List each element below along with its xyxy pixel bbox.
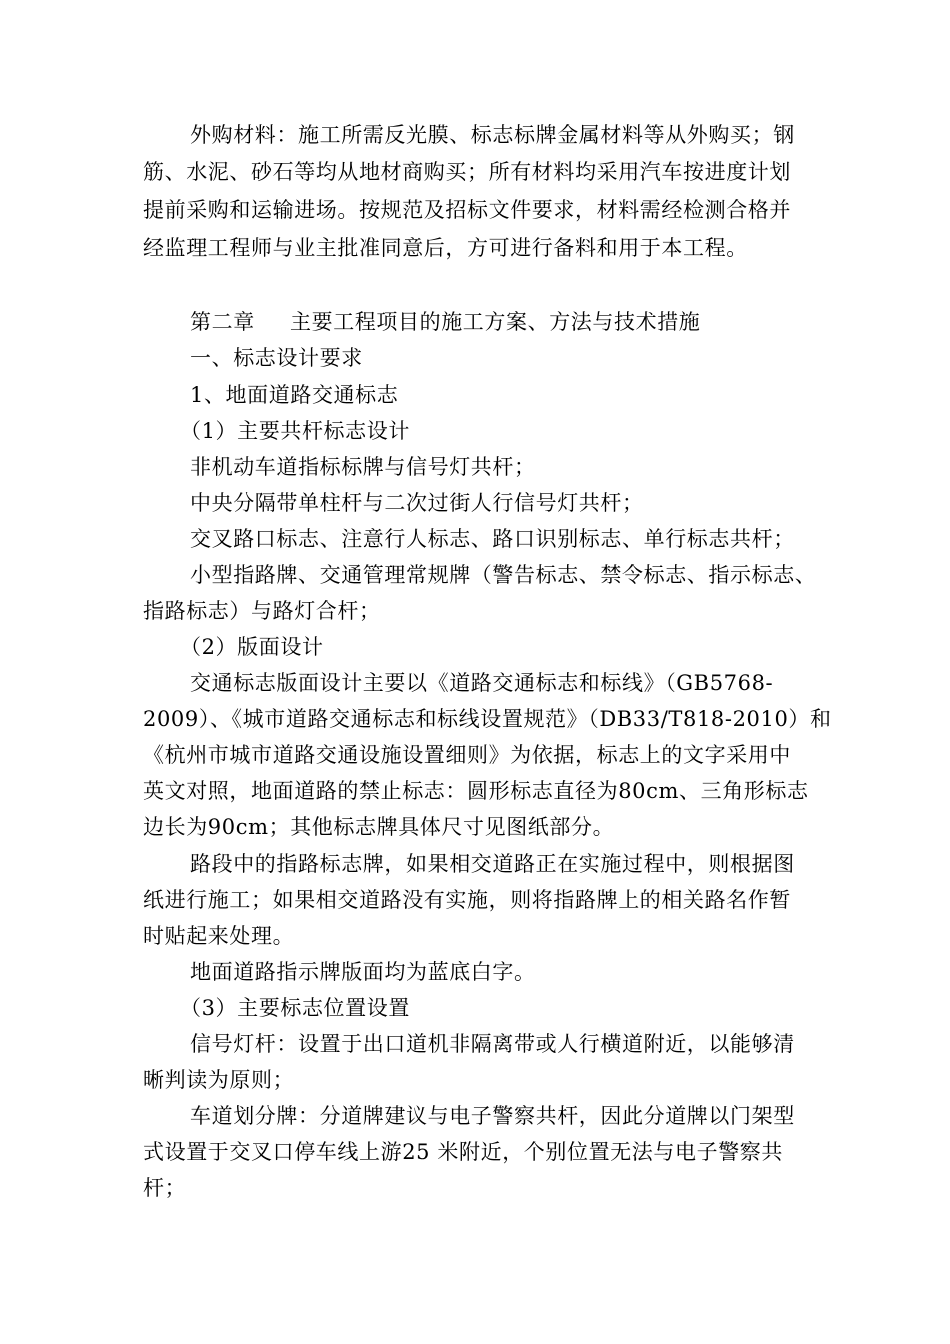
text-line: 英文对照，地面道路的禁止标志：圆形标志直径为80cm、三角形标志 [143, 779, 809, 803]
text-line: 外购材料：施工所需反光膜、标志标牌金属材料等从外购买；钢 [190, 123, 795, 147]
text-line: 车道划分牌：分道牌建议与电子警察共杆，因此分道牌以门架型 [190, 1104, 795, 1128]
text-line: 晰判读为原则； [143, 1068, 295, 1092]
subsection-heading: 1、地面道路交通标志 [190, 383, 399, 407]
text-line: 纸进行施工；如果相交道路没有实施，则将指路牌上的相关路名作暂 [143, 888, 791, 912]
text-line: 《杭州市城市道路交通设施设置细则》为依据，标志上的文字采用中 [143, 743, 791, 767]
item-heading-2: （2）版面设计 [180, 635, 324, 659]
chapter-title: 主要工程项目的施工方案、方法与技术措施 [290, 310, 701, 334]
text-line: 时贴起来处理。 [143, 924, 295, 948]
text-line: 路段中的指路标志牌，如果相交道路正在实施过程中，则根据图 [190, 852, 795, 876]
list-item: 非机动车道指标标牌与信号灯共杆； [190, 455, 536, 479]
text-line: 经监理工程师与业主批准同意后，方可进行备料和用于本工程。 [143, 236, 748, 260]
paragraph-sign-color: 地面道路指示牌版面均为蓝底白字。 [190, 960, 536, 984]
list-item: 交叉路口标志、注意行人标志、路口识别标志、单行标志共杆； [190, 527, 795, 551]
list-item: 指路标志）与路灯合杆； [143, 599, 381, 623]
text-line: 杆； [143, 1176, 187, 1200]
item-heading-3: （3）主要标志位置设置 [180, 996, 410, 1020]
chapter-number: 第二章 [190, 310, 255, 334]
text-line: 2009）、《城市道路交通标志和标线设置规范》（DB33/T818-2010）和 [143, 707, 832, 731]
list-item: 中央分隔带单柱杆与二次过街人行信号灯共杆； [190, 491, 644, 515]
text-line: 筋、水泥、砂石等均从地材商购买；所有材料均采用汽车按进度计划 [143, 160, 791, 184]
text-line: 信号灯杆：设置于出口道机非隔离带或人行横道附近，以能够清 [190, 1032, 795, 1056]
text-line: 交通标志版面设计主要以《道路交通标志和标线》（GB5768- [190, 671, 774, 695]
item-heading-1: （1）主要共杆标志设计 [180, 419, 410, 443]
text-line: 边长为90cm；其他标志牌具体尺寸见图纸部分。 [143, 815, 615, 839]
list-item: 小型指路牌、交通管理常规牌（警告标志、禁令标志、指示标志、 [190, 563, 817, 587]
section-heading: 一、标志设计要求 [190, 346, 363, 370]
text-line: 式设置于交叉口停车线上游25 米附近，个别位置无法与电子警察共 [143, 1140, 783, 1164]
text-line: 提前采购和运输进场。按规范及招标文件要求，材料需经检测合格并 [143, 198, 791, 222]
